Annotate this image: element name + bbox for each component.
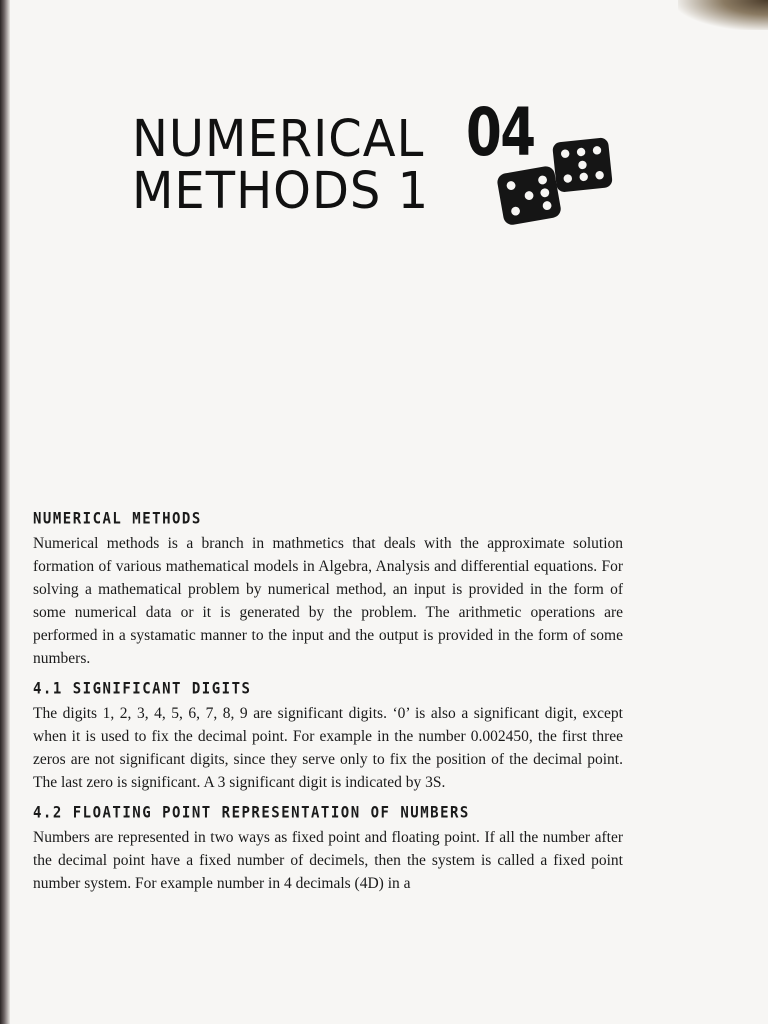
- page-binding-edge: [0, 0, 10, 1024]
- section-heading-significant-digits: 4.1 SIGNIFICANT DIGITS: [33, 679, 252, 698]
- chapter-title-line-2: METHODS 1: [132, 161, 430, 221]
- section-heading-floating-point: 4.2 FLOATING POINT REPRESENTATION OF NUMBERS: [33, 803, 470, 822]
- dice-icon: [490, 135, 620, 235]
- section-heading-numerical-methods: NUMERICAL METHODS: [33, 509, 202, 528]
- chapter-title: [132, 109, 430, 221]
- section-body-floating-point: Numbers are represented in two ways as fixed point and floating point. If all the number after the decimal point have a fixed number of decimels, then the system is called a fixed point number system. For example number in 4 decimals (4D) in a: [33, 829, 623, 892]
- chapter-number: 04: [466, 94, 535, 171]
- section-body-numerical-methods: Numerical methods is a branch in mathmetics that deals with the approximate solution formation of various mathematical models in Algebra, Analysis and differential equations. For solving a mathematical problem by numerical method, an input is provided in the form of some numerical data or it is generated by the problem. The arithmetic operations are performed in a systamatic manner to the input and the output is provided in the form of some numbers.: [33, 535, 623, 667]
- chapter-content: [33, 509, 623, 907]
- chapter-title-line-1: NUMERICAL: [132, 109, 425, 169]
- corner-shadow: [678, 0, 768, 30]
- section-body-significant-digits: The digits 1, 2, 3, 4, 5, 6, 7, 8, 9 are significant digits. ‘0’ is also a significant digit, except when it is used to fix the decimal point. For example in the number 0.002450, the first three zeros are not significant digits, since they serve only to fix the position of the decimal point. The last zero is significant. A 3 significant digit is indicated by 3S.: [33, 705, 623, 791]
